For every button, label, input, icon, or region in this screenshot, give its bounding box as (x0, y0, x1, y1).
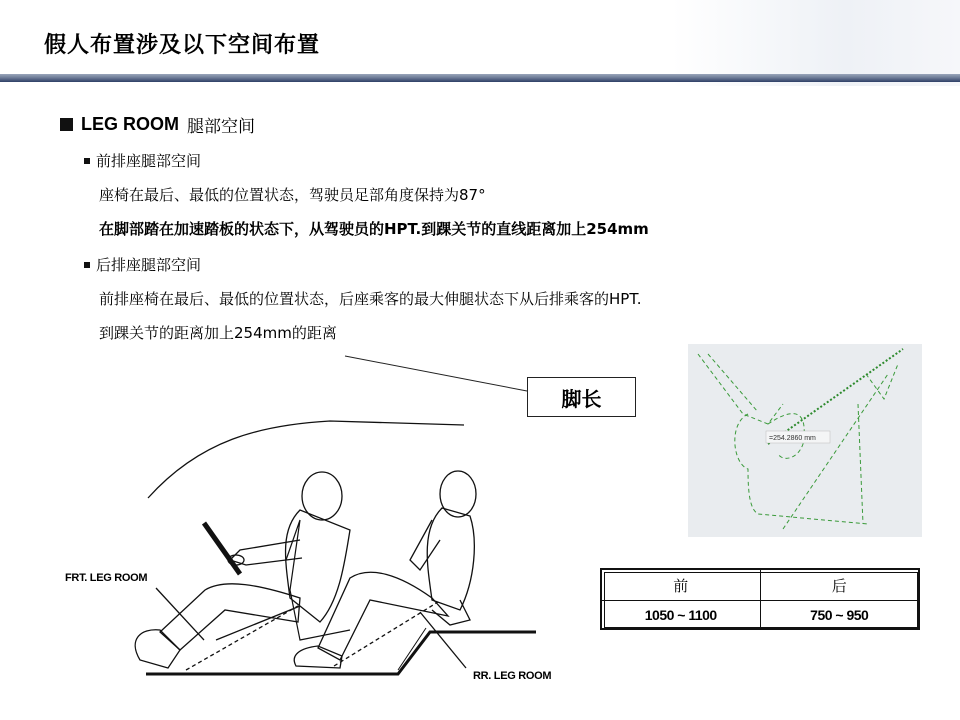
cad-measurement-image (688, 344, 922, 537)
front-heading (84, 150, 201, 171)
measurement-label: =254.2860 mm (769, 435, 816, 442)
front-line-2: 在脚部踏在加速踏板的状态下，从驾驶员的HPT.到踝关节的直线距离加上254mm (99, 220, 649, 238)
section-heading (60, 112, 255, 137)
section-title-zh: 腿部空间 (187, 117, 255, 137)
rear-line-1: 前排座椅在最后、最低的位置状态，后座乘客的最大伸腿状态下从后排乘客的HPT. (99, 290, 642, 308)
foot-length-callout: 脚长 (527, 377, 636, 417)
bullet-icon (84, 158, 90, 164)
bullet-icon (84, 262, 90, 268)
square-bullet-icon (60, 118, 73, 131)
table-cell-rear: 750 ~ 950 (760, 601, 919, 630)
front-legroom-label: FRT. LEG ROOM (65, 572, 148, 584)
table-header-front: 前 (601, 569, 760, 601)
table-header-rear: 后 (760, 569, 919, 601)
rear-heading-text: 后排座腿部空间 (96, 256, 202, 274)
front-heading-text: 前排座腿部空间 (96, 152, 202, 170)
rear-heading (84, 254, 201, 275)
section-title-en: LEG ROOM (81, 114, 179, 134)
table-cell-front: 1050 ~ 1100 (601, 601, 760, 630)
seating-diagram (0, 340, 700, 720)
page-title: 假人布置涉及以下空间布置 (44, 32, 321, 58)
rear-line-2: 到踝关节的距离加上254mm的距离 (99, 324, 337, 342)
title-divider (0, 74, 960, 82)
front-line-1: 座椅在最后、最低的位置状态，驾驶员足部角度保持为87° (99, 186, 486, 204)
rear-legroom-label: RR. LEG ROOM (473, 670, 552, 682)
cad-drawing (688, 344, 922, 537)
